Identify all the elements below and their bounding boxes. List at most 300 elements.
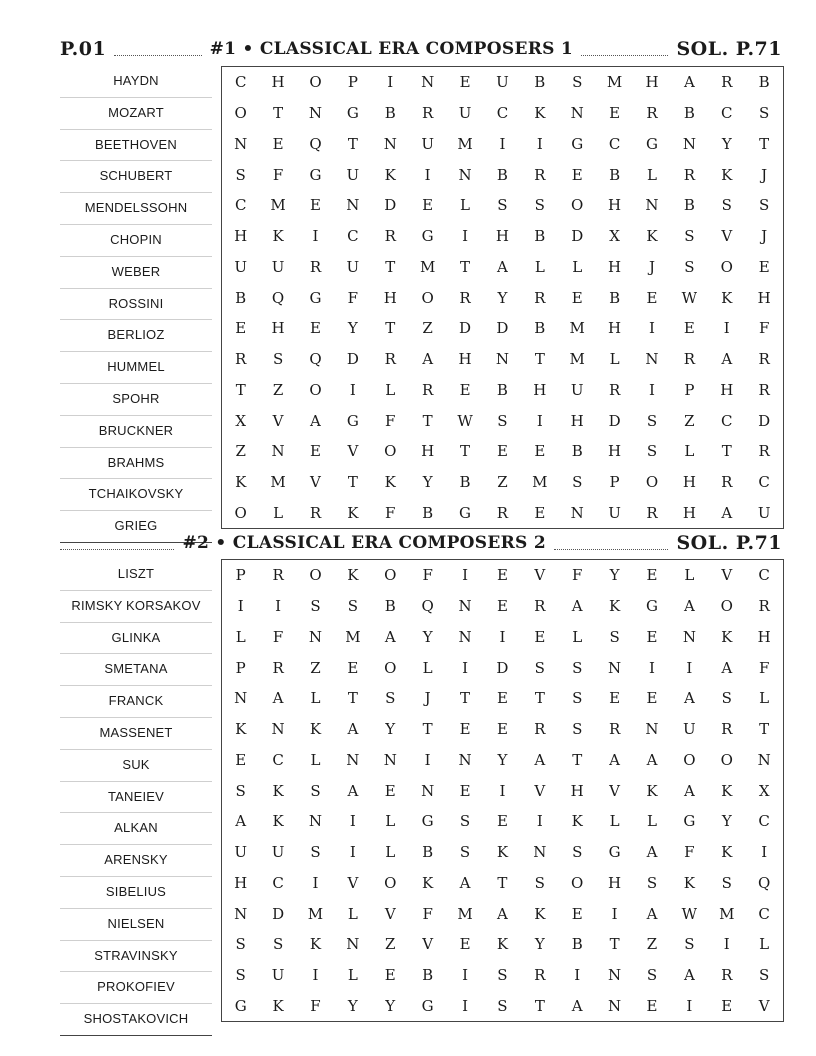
grid-cell: I bbox=[462, 227, 468, 246]
grid-cell: E bbox=[609, 689, 621, 708]
grid-cell: C bbox=[758, 566, 770, 585]
grid-cell: I bbox=[536, 812, 543, 831]
grid-cell: H bbox=[271, 319, 285, 338]
grid-cell: N bbox=[608, 996, 622, 1015]
grid-cell: S bbox=[235, 781, 246, 800]
grid-cell: S bbox=[572, 720, 583, 739]
grid-cell: U bbox=[458, 104, 472, 123]
grid-cell: K bbox=[347, 566, 359, 585]
grid-row bbox=[222, 868, 783, 899]
grid-cell: D bbox=[272, 904, 285, 923]
grid-cell: S bbox=[385, 689, 396, 708]
grid-cell: W bbox=[681, 288, 698, 307]
grid-cell: E bbox=[496, 442, 508, 461]
grid-cell: G bbox=[608, 843, 621, 862]
grid-cell: A bbox=[534, 750, 546, 769]
grid-cell: F bbox=[385, 503, 396, 522]
grid-cell: S bbox=[759, 966, 770, 985]
grid-cell: R bbox=[721, 473, 733, 492]
grid-cell: F bbox=[684, 843, 695, 862]
leader-dots bbox=[60, 549, 174, 550]
grid-cell: K bbox=[571, 812, 583, 831]
grid-cell: D bbox=[496, 319, 509, 338]
grid-cell: P bbox=[235, 658, 246, 677]
grid-cell: E bbox=[310, 442, 321, 461]
grid-row bbox=[222, 560, 783, 591]
grid-cell: C bbox=[234, 73, 247, 92]
grid-cell: H bbox=[608, 873, 622, 892]
grid-cell: G bbox=[421, 227, 434, 246]
grid-cell: Y bbox=[497, 750, 508, 769]
grid-cell: N bbox=[645, 196, 659, 215]
grid-cell: E bbox=[646, 566, 658, 585]
grid-row bbox=[222, 67, 783, 98]
grid-cell: A bbox=[459, 873, 471, 892]
grid-cell: N bbox=[608, 966, 622, 985]
word-list-item: GRIEG bbox=[60, 511, 212, 543]
grid-cell: X bbox=[758, 781, 770, 800]
grid-cell: E bbox=[496, 566, 508, 585]
grid-row bbox=[222, 498, 783, 529]
leader-dots bbox=[114, 55, 201, 56]
grid-cell: S bbox=[497, 966, 508, 985]
grid-cell: K bbox=[721, 288, 733, 307]
grid-cell: T bbox=[422, 411, 433, 430]
grid-cell: S bbox=[310, 843, 321, 862]
grid-cell: O bbox=[421, 288, 434, 307]
word-list-item: SHOSTAKOVICH bbox=[60, 1004, 212, 1036]
grid-row bbox=[222, 467, 783, 498]
grid-cell: V bbox=[758, 996, 770, 1015]
grid-cell: I bbox=[499, 627, 506, 646]
grid-cell: E bbox=[571, 904, 583, 923]
grid-cell: E bbox=[384, 781, 396, 800]
word-list-item: ALKAN bbox=[60, 813, 212, 845]
puzzle-2-header bbox=[60, 529, 782, 557]
grid-cell: L bbox=[684, 566, 695, 585]
grid-cell: Y bbox=[347, 319, 358, 338]
grid-cell: N bbox=[682, 627, 696, 646]
word-list-item: SIBELIUS bbox=[60, 877, 212, 909]
grid-cell: Z bbox=[385, 935, 396, 954]
grid-cell: O bbox=[309, 380, 322, 399]
grid-cell: D bbox=[459, 319, 472, 338]
grid-cell: G bbox=[459, 503, 472, 522]
grid-cell: Y bbox=[721, 812, 732, 831]
grid-cell: H bbox=[533, 380, 547, 399]
grid-cell: B bbox=[683, 196, 695, 215]
grid-cell: C bbox=[347, 227, 359, 246]
grid-cell: R bbox=[534, 597, 546, 616]
grid-cell: I bbox=[312, 227, 319, 246]
grid-cell: N bbox=[458, 597, 472, 616]
grid-cell: H bbox=[495, 227, 509, 246]
leader-dots bbox=[581, 55, 668, 56]
grid-cell: V bbox=[721, 566, 733, 585]
grid-cell: Z bbox=[646, 935, 658, 954]
grid-cell: O bbox=[384, 658, 397, 677]
grid-cell: K bbox=[646, 781, 658, 800]
grid-cell: R bbox=[646, 503, 658, 522]
grid-cell: G bbox=[346, 104, 359, 123]
grid-cell: K bbox=[272, 812, 284, 831]
grid-cell: R bbox=[534, 966, 546, 985]
grid-cell: D bbox=[608, 411, 621, 430]
grid-cell: S bbox=[272, 935, 284, 954]
grid-cell: O bbox=[384, 442, 397, 461]
grid-row bbox=[222, 714, 783, 745]
grid-cell: F bbox=[347, 288, 359, 307]
grid-cell: H bbox=[757, 627, 771, 646]
puzzle-2-word-list bbox=[60, 559, 212, 1036]
grid-cell: Z bbox=[684, 411, 695, 430]
grid-row bbox=[222, 436, 783, 467]
grid-cell: U bbox=[234, 843, 248, 862]
grid-cell: S bbox=[534, 658, 545, 677]
grid-cell: M bbox=[532, 473, 548, 492]
grid-cell: V bbox=[347, 873, 359, 892]
grid-cell: V bbox=[272, 411, 284, 430]
grid-cell: N bbox=[682, 134, 696, 153]
grid-cell: Q bbox=[309, 350, 322, 369]
grid-cell: A bbox=[609, 750, 621, 769]
grid-cell: B bbox=[459, 473, 471, 492]
grid-cell: N bbox=[757, 750, 771, 769]
grid-cell: S bbox=[497, 996, 508, 1015]
grid-cell: A bbox=[683, 689, 695, 708]
grid-cell: R bbox=[272, 658, 284, 677]
grid-cell: L bbox=[385, 380, 396, 399]
grid-cell: L bbox=[609, 350, 620, 369]
grid-cell: N bbox=[458, 165, 472, 184]
grid-cell: B bbox=[384, 597, 396, 616]
grid-cell: O bbox=[571, 196, 584, 215]
grid-cell: R bbox=[646, 104, 658, 123]
grid-cell: B bbox=[496, 165, 508, 184]
grid-cell: K bbox=[683, 873, 695, 892]
grid-cell: Z bbox=[310, 658, 321, 677]
grid-cell: T bbox=[759, 134, 770, 153]
grid-cell: N bbox=[645, 350, 659, 369]
grid-cell: E bbox=[310, 196, 321, 215]
grid-cell: H bbox=[608, 442, 622, 461]
grid-cell: V bbox=[609, 781, 621, 800]
grid-cell: F bbox=[422, 904, 433, 923]
grid-cell: U bbox=[421, 134, 434, 153]
grid-cell: I bbox=[686, 658, 693, 677]
grid-cell: A bbox=[235, 812, 247, 831]
grid-cell: I bbox=[723, 935, 730, 954]
grid-cell: K bbox=[347, 503, 359, 522]
grid-cell: S bbox=[497, 196, 508, 215]
grid-cell: B bbox=[609, 288, 621, 307]
grid-cell: Q bbox=[758, 873, 771, 892]
grid-cell: E bbox=[459, 781, 471, 800]
grid-cell: C bbox=[758, 904, 770, 923]
grid-cell: I bbox=[462, 566, 468, 585]
grid-cell: O bbox=[234, 104, 247, 123]
grid-cell: H bbox=[608, 257, 622, 276]
word-list-item: MENDELSSOHN bbox=[60, 193, 212, 225]
grid-cell: U bbox=[346, 165, 360, 184]
grid-cell: L bbox=[385, 843, 396, 862]
grid-cell: Y bbox=[534, 935, 545, 954]
grid-cell: K bbox=[496, 935, 509, 954]
grid-cell: D bbox=[384, 196, 397, 215]
word-list-item: GLINKA bbox=[60, 623, 212, 655]
grid-cell: S bbox=[572, 689, 583, 708]
grid-cell: A bbox=[347, 720, 359, 739]
grid-cell: K bbox=[534, 904, 546, 923]
grid-cell: S bbox=[684, 257, 695, 276]
grid-cell: O bbox=[384, 873, 397, 892]
grid-cell: A bbox=[683, 781, 695, 800]
grid-cell: R bbox=[534, 288, 546, 307]
grid-cell: D bbox=[346, 350, 359, 369]
grid-cell: V bbox=[721, 227, 733, 246]
grid-cell: T bbox=[422, 720, 433, 739]
grid-cell: I bbox=[536, 411, 543, 430]
grid-cell: L bbox=[647, 165, 657, 184]
grid-cell: R bbox=[459, 288, 471, 307]
grid-cell: N bbox=[234, 689, 248, 708]
grid-cell: E bbox=[609, 104, 621, 123]
grid-cell: T bbox=[759, 720, 770, 739]
grid-row bbox=[222, 929, 783, 960]
grid-cell: E bbox=[496, 597, 508, 616]
grid-cell: J bbox=[648, 257, 655, 276]
word-list-item: FRANCK bbox=[60, 686, 212, 718]
word-list-item: STRAVINSKY bbox=[60, 941, 212, 973]
grid-row bbox=[222, 622, 783, 653]
grid-cell: E bbox=[571, 288, 583, 307]
grid-cell: K bbox=[272, 227, 284, 246]
grid-cell: V bbox=[347, 442, 359, 461]
grid-cell: R bbox=[758, 350, 770, 369]
grid-cell: Q bbox=[421, 597, 434, 616]
page-number: P.01 bbox=[60, 38, 107, 60]
grid-cell: H bbox=[383, 288, 397, 307]
grid-cell: N bbox=[308, 104, 323, 123]
grid-cell: L bbox=[609, 812, 620, 831]
grid-cell: S bbox=[759, 104, 770, 123]
grid-cell: M bbox=[457, 904, 473, 923]
word-list-item: BRUCKNER bbox=[60, 416, 212, 448]
grid-cell: R bbox=[272, 566, 284, 585]
grid-cell: S bbox=[235, 165, 246, 184]
grid-cell: N bbox=[234, 134, 248, 153]
grid-cell: Y bbox=[609, 566, 620, 585]
grid-cell: A bbox=[384, 627, 396, 646]
grid-cell: F bbox=[758, 319, 770, 338]
word-list-item: PROKOFIEV bbox=[60, 972, 212, 1004]
grid-cell: C bbox=[758, 812, 770, 831]
word-list-item: HUMMEL bbox=[60, 352, 212, 384]
word-list-item: ARENSKY bbox=[60, 845, 212, 877]
grid-cell: M bbox=[307, 904, 324, 923]
grid-cell: S bbox=[646, 966, 658, 985]
grid-cell: H bbox=[458, 350, 472, 369]
grid-cell: G bbox=[309, 288, 322, 307]
grid-cell: L bbox=[759, 935, 770, 954]
word-list-item: CHOPIN bbox=[60, 225, 212, 257]
grid-cell: E bbox=[459, 380, 471, 399]
grid-cell: G bbox=[309, 165, 322, 184]
grid-row bbox=[222, 837, 783, 868]
grid-cell: U bbox=[271, 257, 285, 276]
grid-cell: Z bbox=[497, 473, 508, 492]
grid-cell: R bbox=[496, 503, 509, 522]
grid-cell: C bbox=[234, 196, 247, 215]
grid-cell: I bbox=[462, 996, 468, 1015]
grid-cell: G bbox=[571, 134, 584, 153]
grid-cell: A bbox=[721, 503, 733, 522]
grid-cell: E bbox=[534, 627, 546, 646]
grid-cell: T bbox=[572, 750, 583, 769]
grid-cell: S bbox=[684, 227, 695, 246]
word-list-item: WEBER bbox=[60, 257, 212, 289]
grid-cell: A bbox=[646, 843, 658, 862]
grid-cell: T bbox=[347, 134, 358, 153]
grid-cell: R bbox=[608, 380, 621, 399]
grid-cell: V bbox=[384, 904, 396, 923]
grid-cell: H bbox=[645, 73, 659, 92]
grid-cell: H bbox=[570, 781, 584, 800]
grid-cell: S bbox=[684, 935, 695, 954]
grid-cell: S bbox=[572, 73, 583, 92]
grid-cell: O bbox=[720, 750, 733, 769]
grid-cell: B bbox=[571, 935, 583, 954]
grid-row bbox=[222, 806, 783, 837]
grid-cell: A bbox=[347, 781, 359, 800]
grid-cell: T bbox=[385, 257, 396, 276]
grid-cell: E bbox=[496, 720, 508, 739]
grid-cell: P bbox=[684, 380, 695, 399]
grid-cell: N bbox=[308, 627, 323, 646]
grid-cell: N bbox=[271, 442, 285, 461]
grid-cell: L bbox=[647, 812, 657, 831]
grid-cell: K bbox=[272, 781, 284, 800]
grid-cell: G bbox=[346, 411, 359, 430]
word-list-item: LISZT bbox=[60, 559, 212, 591]
grid-cell: R bbox=[758, 380, 770, 399]
grid-cell: I bbox=[237, 597, 244, 616]
grid-cell: K bbox=[235, 720, 247, 739]
grid-cell: R bbox=[384, 227, 396, 246]
grid-cell: Z bbox=[272, 380, 284, 399]
grid-cell: E bbox=[496, 812, 508, 831]
grid-cell: O bbox=[720, 597, 733, 616]
grid-cell: K bbox=[721, 843, 733, 862]
grid-row bbox=[222, 221, 783, 252]
grid-cell: A bbox=[683, 966, 695, 985]
grid-cell: H bbox=[608, 196, 622, 215]
grid-cell: S bbox=[646, 442, 658, 461]
grid-cell: O bbox=[683, 750, 696, 769]
grid-cell: I bbox=[649, 658, 655, 677]
grid-cell: B bbox=[609, 165, 621, 184]
grid-cell: N bbox=[346, 196, 360, 215]
grid-cell: G bbox=[421, 812, 434, 831]
grid-cell: N bbox=[234, 904, 248, 923]
grid-cell: H bbox=[682, 503, 696, 522]
grid-cell: A bbox=[571, 996, 583, 1015]
puzzle-1-word-list bbox=[60, 66, 212, 543]
grid-cell: N bbox=[383, 134, 397, 153]
grid-cell: E bbox=[347, 658, 359, 677]
grid-cell: B bbox=[422, 966, 434, 985]
grid-cell: C bbox=[758, 473, 770, 492]
grid-cell: H bbox=[757, 288, 771, 307]
grid-cell: Z bbox=[422, 319, 433, 338]
grid-cell: B bbox=[496, 380, 508, 399]
word-list-item: SCHUBERT bbox=[60, 161, 212, 193]
grid-cell: W bbox=[457, 411, 473, 430]
grid-cell: D bbox=[571, 227, 584, 246]
grid-cell: S bbox=[459, 812, 471, 831]
word-list-item: NIELSEN bbox=[60, 909, 212, 941]
word-list-item: TCHAIKOVSKY bbox=[60, 479, 212, 511]
grid-cell: U bbox=[683, 720, 696, 739]
grid-cell: N bbox=[271, 720, 285, 739]
grid-row bbox=[222, 591, 783, 622]
grid-cell: Y bbox=[385, 996, 396, 1015]
grid-row bbox=[222, 190, 783, 221]
grid-cell: S bbox=[609, 627, 620, 646]
grid-cell: G bbox=[234, 996, 247, 1015]
grid-cell: R bbox=[683, 350, 696, 369]
grid-cell: Y bbox=[422, 473, 433, 492]
grid-row bbox=[222, 898, 783, 929]
grid-cell: T bbox=[721, 442, 732, 461]
grid-cell: H bbox=[720, 380, 734, 399]
grid-cell: P bbox=[235, 566, 246, 585]
puzzle-1-letter-grid bbox=[221, 66, 784, 529]
grid-cell: B bbox=[534, 73, 546, 92]
word-list-item: SPOHR bbox=[60, 384, 212, 416]
grid-cell: B bbox=[534, 227, 546, 246]
grid-cell: F bbox=[572, 566, 583, 585]
grid-cell: X bbox=[609, 227, 620, 246]
grid-cell: T bbox=[534, 689, 545, 708]
grid-cell: E bbox=[646, 996, 658, 1015]
grid-cell: M bbox=[419, 257, 436, 276]
grid-cell: S bbox=[646, 873, 658, 892]
grid-cell: T bbox=[534, 350, 545, 369]
grid-cell: R bbox=[608, 720, 621, 739]
grid-cell: M bbox=[719, 904, 735, 923]
grid-cell: G bbox=[683, 812, 696, 831]
grid-cell: S bbox=[721, 196, 732, 215]
grid-cell: E bbox=[534, 442, 546, 461]
grid-cell: E bbox=[758, 257, 770, 276]
grid-cell: S bbox=[235, 966, 246, 985]
grid-cell: T bbox=[235, 380, 246, 399]
grid-cell: S bbox=[721, 873, 732, 892]
grid-cell: O bbox=[645, 473, 659, 492]
grid-cell: R bbox=[309, 257, 322, 276]
grid-cell: L bbox=[759, 689, 770, 708]
grid-cell: A bbox=[683, 73, 695, 92]
grid-row bbox=[222, 313, 783, 344]
grid-cell: I bbox=[761, 843, 768, 862]
grid-cell: B bbox=[571, 442, 583, 461]
grid-cell: O bbox=[309, 566, 322, 585]
grid-cell: A bbox=[497, 904, 508, 923]
grid-cell: Y bbox=[497, 288, 508, 307]
puzzle-1-solution-ref: SOL. P.71 bbox=[676, 38, 782, 60]
grid-cell: F bbox=[385, 411, 396, 430]
